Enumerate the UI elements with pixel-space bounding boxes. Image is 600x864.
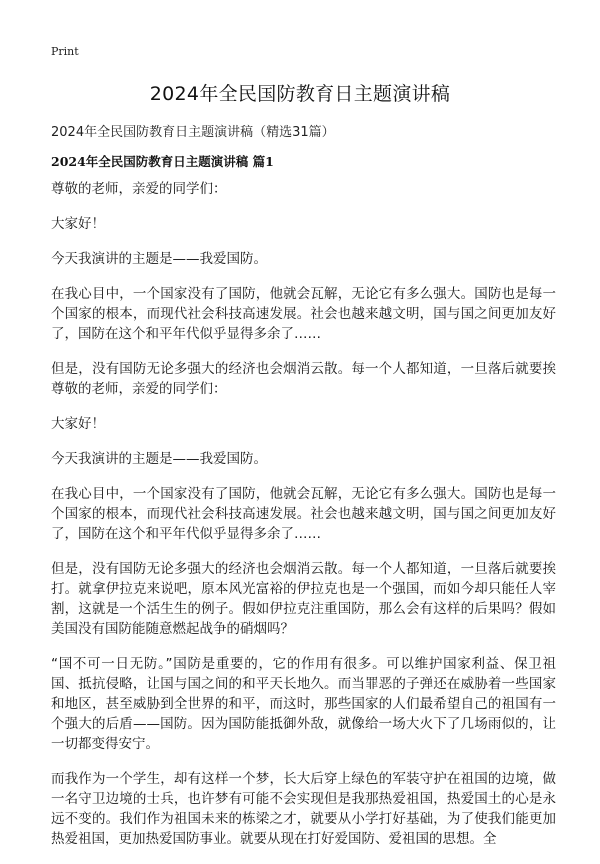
- document-body: [51, 179, 556, 864]
- document-title: 2024年全民国防教育日主题演讲稿: [149, 83, 451, 105]
- paragraph: 大家好！: [51, 416, 105, 432]
- paragraph: 大家好！: [51, 216, 105, 232]
- paragraph: 在我心目中，一个国家没有了国防，他就会瓦解，无论它有多么强大。国防也是每一个国家的根本，而现代社会科技高速发展。社会也越来越文明，国与国之间更加友好了，国防在这个和平年代似乎显得多余了……: [51, 286, 556, 342]
- paragraph: 而我作为一个学生，却有这样一个梦，长大后穿上绿色的军装守护在祖国的边境，做一名守卫边境的士兵，也许梦有可能不会实现但是我那热爱祖国，热爱国土的心是永远不变的。我们作为祖国未来的栋梁之才，就要从小学打好基础，为了使我们能更加热爱祖国，更加热爱国防事业。就要从现在打好爱国防、爱祖国的思想。全: [51, 771, 556, 847]
- paragraph: “国不可一日无防。”国防是重要的，它的作用有很多。可以维护国家利益、保卫祖国、抵抗侵略，让国与国之间的和平天长地久。而当罪恶的子弹还在威胁着一些国家和地区，甚至威胁到全世界的和平，而这时，那些国家的人们最希望自己的祖国有一个强大的后盾——国防。因为国防能抵御外敌，就像给一场大火下了几场雨似的，让一切都变得安宁。: [51, 656, 556, 752]
- paragraph: 但是，没有国防无论多强大的经济也会烟消云散。每一个人都知道，一旦落后就要挨打。就拿伊拉克来说吧，原本风光富裕的伊拉克也是一个强国，而如今却只能任人宰割，这就是一个活生生的例子。假如伊拉克注重国防，那么会有这样的后果吗？假如美国没有国防能随意燃起战争的硝烟吗？: [51, 561, 556, 637]
- paragraph: 尊敬的老师，亲爱的同学们：: [51, 181, 227, 197]
- paragraph: 今天我演讲的主题是——我爱国防。: [51, 451, 267, 467]
- print-link[interactable]: Print: [51, 45, 79, 58]
- section-heading: 2024年全民国防教育日主题演讲稿 篇1: [51, 154, 274, 169]
- document-subtitle: 2024年全民国防教育日主题演讲稿（精选31篇）: [51, 125, 335, 140]
- paragraph: 但是，没有国防无论多强大的经济也会烟消云散。每一个人都知道，一旦落后就要挨尊敬的老师，亲爱的同学们：: [51, 361, 556, 397]
- paragraph: 在我心目中，一个国家没有了国防，他就会瓦解，无论它有多么强大。国防也是每一个国家的根本，而现代社会科技高速发展。社会也越来越文明，国与国之间更加友好了，国防在这个和平年代似乎显得多余了……: [51, 486, 556, 542]
- paragraph: 今天我演讲的主题是——我爱国防。: [51, 251, 267, 267]
